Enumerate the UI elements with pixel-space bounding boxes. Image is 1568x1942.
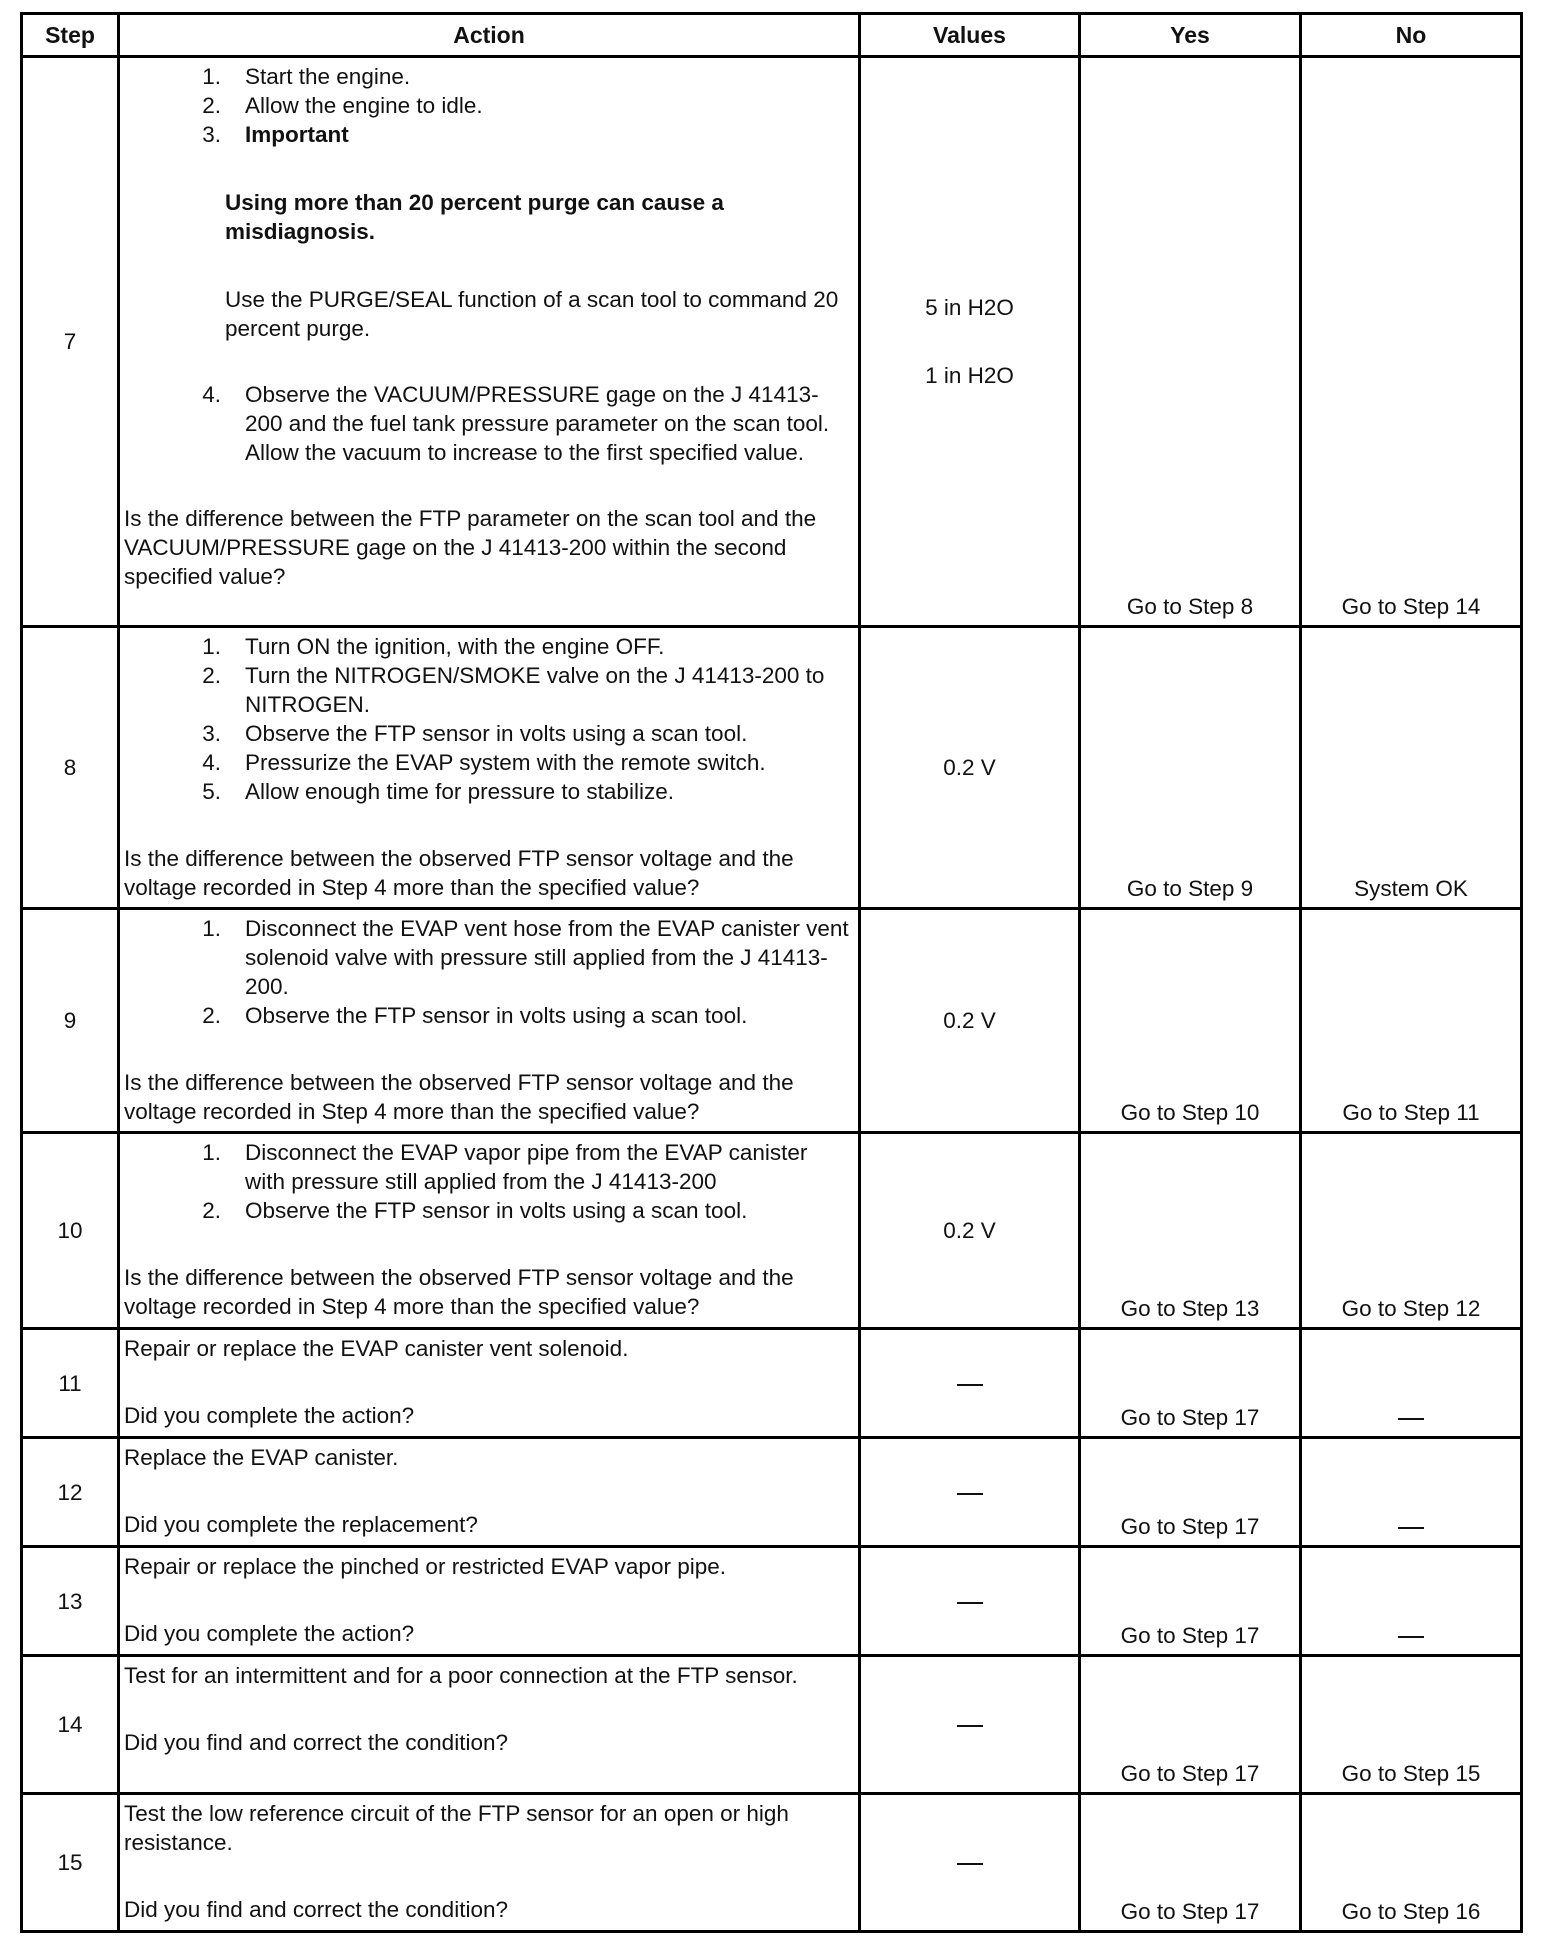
- item-text: Turn the NITROGEN/SMOKE valve on the J 41413-200 to NITROGEN.: [245, 663, 825, 717]
- list-item: [124, 1196, 852, 1225]
- action-cell: [119, 909, 860, 1133]
- list-item: [124, 91, 852, 120]
- action-cell: [119, 627, 860, 909]
- list-item: [124, 719, 852, 748]
- item-number: 2 .: [124, 661, 225, 719]
- table-row: [22, 1438, 1522, 1547]
- action-list: [124, 914, 852, 1030]
- item-number: 3 .: [124, 719, 225, 748]
- no-cell: [1301, 1547, 1522, 1656]
- item-text: Start the engine.: [245, 64, 411, 89]
- step-number: 9: [22, 909, 119, 1133]
- item-number: 4 .: [124, 380, 225, 467]
- action-list: [124, 380, 852, 467]
- diagnostic-table: [20, 12, 1523, 1933]
- action-text: Test the low reference circuit of the FTP sensor for an open or high resistance.: [124, 1801, 789, 1855]
- action-list: [124, 632, 852, 806]
- question-text: Did you complete the replacement?: [124, 1512, 478, 1537]
- header-action: Action: [119, 14, 860, 57]
- yes-cell: Go to Step 17: [1080, 1329, 1301, 1438]
- table-row: [22, 1547, 1522, 1656]
- dash-icon: [957, 1725, 983, 1727]
- table-row: [22, 1794, 1522, 1932]
- step-number: 7: [22, 57, 119, 627]
- header-step: Step: [22, 14, 119, 57]
- dash-icon: [957, 1602, 983, 1604]
- step-number: 15: [22, 1794, 119, 1932]
- question-text: Did you complete the action?: [124, 1403, 415, 1428]
- question-text: Is the difference between the observed FTP sensor voltage and the voltage recorded in Step 4 more than the specified value?: [124, 1265, 794, 1319]
- step-number: 11: [22, 1329, 119, 1438]
- list-item: [124, 1001, 852, 1030]
- item-number: 5 .: [124, 777, 225, 806]
- item-text: Observe the FTP sensor in volts using a scan tool.: [245, 721, 748, 746]
- list-item: [124, 120, 852, 149]
- list-item: [124, 1138, 852, 1196]
- no-cell: Go to Step 16: [1301, 1794, 1522, 1932]
- action-cell: [119, 1329, 860, 1438]
- list-item: [124, 380, 852, 467]
- yes-cell: Go to Step 13: [1080, 1133, 1301, 1329]
- no-cell: [1301, 1329, 1522, 1438]
- values-cell: [860, 1547, 1080, 1656]
- item-number: 1 .: [124, 1138, 225, 1196]
- item-number: 1 .: [124, 62, 225, 91]
- dash-icon: [1398, 1418, 1424, 1420]
- action-cell: [119, 1547, 860, 1656]
- value-second: 1 in H2O: [925, 363, 1014, 388]
- yes-cell: Go to Step 8: [1080, 57, 1301, 627]
- instruction-text: Use the PURGE/SEAL function of a scan tool to command 20 percent purge.: [225, 287, 839, 341]
- item-text: Allow the engine to idle.: [245, 93, 483, 118]
- important-note: Using more than 20 percent purge can cause a misdiagnosis.: [225, 190, 724, 244]
- dash-icon: [1398, 1527, 1424, 1529]
- dash-icon: [957, 1863, 983, 1865]
- item-number: 2 .: [124, 1196, 225, 1225]
- table-row: [22, 627, 1522, 909]
- action-cell: [119, 1794, 860, 1932]
- list-item: [124, 62, 852, 91]
- important-label: Important: [245, 122, 349, 147]
- list-item: [124, 632, 852, 661]
- action-cell: [119, 1656, 860, 1794]
- no-cell: System OK: [1301, 627, 1522, 909]
- table-header-row: [22, 14, 1522, 57]
- dash-icon: [957, 1384, 983, 1386]
- header-no: No: [1301, 14, 1522, 57]
- question-text: Is the difference between the observed FTP sensor voltage and the voltage recorded in Step 4 more than the specified value?: [124, 846, 794, 900]
- question-text: Did you complete the action?: [124, 1621, 415, 1646]
- values-cell: [860, 1794, 1080, 1932]
- question-text: Is the difference between the observed FTP sensor voltage and the voltage recorded in Step 4 more than the specified value?: [124, 1070, 794, 1124]
- no-cell: Go to Step 15: [1301, 1656, 1522, 1794]
- question-text: Did you find and correct the condition?: [124, 1897, 508, 1922]
- no-cell: Go to Step 12: [1301, 1133, 1522, 1329]
- action-list: [124, 62, 852, 149]
- action-cell: [119, 1133, 860, 1329]
- item-text: Pressurize the EVAP system with the remote switch.: [245, 750, 766, 775]
- item-text: Disconnect the EVAP vapor pipe from the EVAP canister with pressure still applied from the J 41413-200: [245, 1140, 808, 1194]
- table-row: [22, 57, 1522, 627]
- action-cell: [119, 1438, 860, 1547]
- list-item: [124, 748, 852, 777]
- table-row: [22, 1133, 1522, 1329]
- yes-cell: Go to Step 9: [1080, 627, 1301, 909]
- item-text: Observe the VACUUM/PRESSURE gage on the J 41413-200 and the fuel tank pressure parameter on the scan tool. Allow the vacuum to increase to the first specified value.: [245, 382, 830, 465]
- dash-icon: [1398, 1636, 1424, 1638]
- values-cell: 0.2 V: [860, 627, 1080, 909]
- item-number: 3 .: [124, 120, 225, 149]
- table-row: [22, 1329, 1522, 1438]
- yes-cell: Go to Step 17: [1080, 1794, 1301, 1932]
- item-number: 2 .: [124, 91, 225, 120]
- yes-cell: Go to Step 17: [1080, 1656, 1301, 1794]
- action-cell: [119, 57, 860, 627]
- item-text: Allow enough time for pressure to stabilize.: [245, 779, 674, 804]
- values-cell: [860, 57, 1080, 627]
- list-item: [124, 777, 852, 806]
- action-text: Test for an intermittent and for a poor connection at the FTP sensor.: [124, 1663, 798, 1688]
- value-first: 5 in H2O: [925, 295, 1014, 320]
- yes-cell: Go to Step 17: [1080, 1438, 1301, 1547]
- item-text: Turn ON the ignition, with the engine OFF.: [245, 634, 665, 659]
- item-text: Observe the FTP sensor in volts using a scan tool.: [245, 1198, 748, 1223]
- step-number: 10: [22, 1133, 119, 1329]
- list-item: [124, 661, 852, 719]
- table-row: [22, 909, 1522, 1133]
- action-text: Repair or replace the pinched or restricted EVAP vapor pipe.: [124, 1554, 726, 1579]
- item-text: Disconnect the EVAP vent hose from the EVAP canister vent solenoid valve with pressure still applied from the J 41413-200.: [245, 916, 849, 999]
- values-cell: 0.2 V: [860, 1133, 1080, 1329]
- step-number: 14: [22, 1656, 119, 1794]
- item-number: 1 .: [124, 632, 225, 661]
- step-number: 8: [22, 627, 119, 909]
- header-values: Values: [860, 14, 1080, 57]
- no-cell: [1301, 1438, 1522, 1547]
- item-number: 2 .: [124, 1001, 225, 1030]
- table-row: [22, 1656, 1522, 1794]
- values-cell: [860, 1438, 1080, 1547]
- header-yes: Yes: [1080, 14, 1301, 57]
- dash-icon: [957, 1493, 983, 1495]
- yes-cell: Go to Step 10: [1080, 909, 1301, 1133]
- item-number: 1 .: [124, 914, 225, 1001]
- step-number: 12: [22, 1438, 119, 1547]
- action-list: [124, 1138, 852, 1225]
- item-text: Observe the FTP sensor in volts using a scan tool.: [245, 1003, 748, 1028]
- question-text: Did you find and correct the condition?: [124, 1730, 508, 1755]
- values-cell: 0.2 V: [860, 909, 1080, 1133]
- no-cell: Go to Step 11: [1301, 909, 1522, 1133]
- item-number: 4 .: [124, 748, 225, 777]
- action-text: Replace the EVAP canister.: [124, 1445, 399, 1470]
- question-text: Is the difference between the FTP parameter on the scan tool and the VACUUM/PRESSURE gage on the J 41413-200 within the second specified value?: [124, 506, 817, 589]
- step-number: 13: [22, 1547, 119, 1656]
- list-item: [124, 914, 852, 1001]
- yes-cell: Go to Step 17: [1080, 1547, 1301, 1656]
- action-text: Repair or replace the EVAP canister vent solenoid.: [124, 1336, 629, 1361]
- values-cell: [860, 1656, 1080, 1794]
- values-cell: [860, 1329, 1080, 1438]
- no-cell: Go to Step 14: [1301, 57, 1522, 627]
